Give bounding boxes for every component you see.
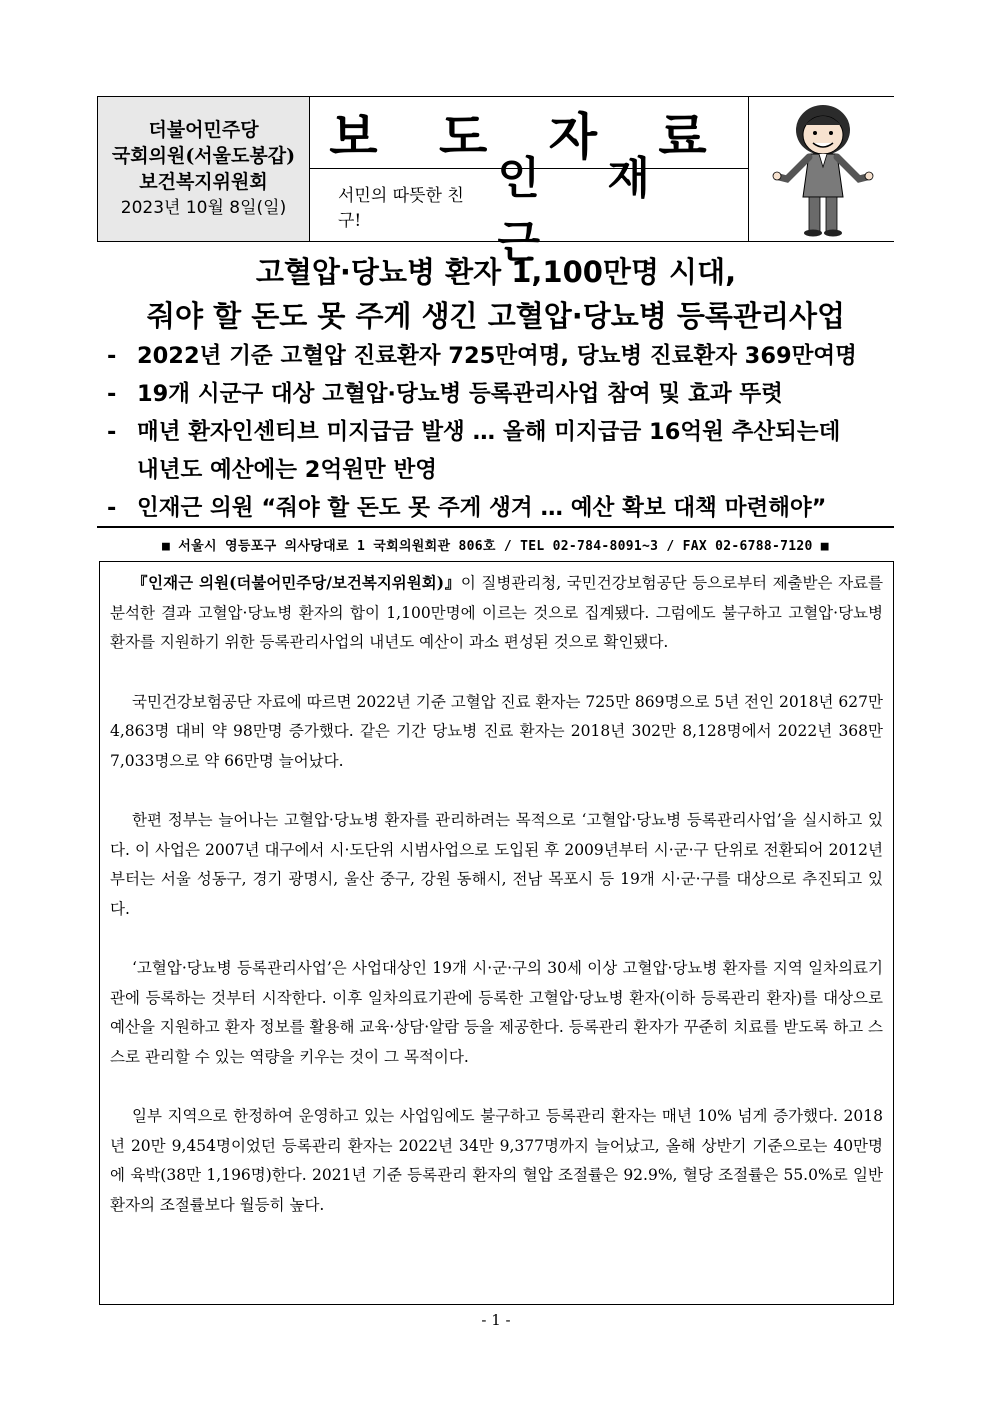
bullet-text: 19개 시군구 대상 고혈압·당뇨병 등록관리사업 참여 및 효과 뚜렷 [137,381,783,407]
bullet-text: 2022년 기준 고혈압 진료환자 725만여명, 당뇨병 진료환자 369만여명 [137,343,857,369]
lawmaker-caricature [748,97,895,241]
office-info [98,97,310,241]
headline-line-1: 고혈압·당뇨병 환자 1,100만명 시대, [255,255,737,289]
release-date: 2023년 10월 8일(일) [120,198,287,218]
bullet-dash: - [107,495,117,521]
body-paragraph [110,568,883,658]
body-paragraph: 국민건강보험공단 자료에 따르면 2022년 기준 고혈압 진료 환자는 725만 869명으로 5년 전인 2018년 627만 4,863명 대비 약 98만명 증가했다. 같은 기간 당뇨병 진료 환자는 2018년 302만 8,128명에서 2022년 368만 7,033명으로 약 66만명 늘어났다. [110,692,883,770]
press-body [99,561,894,1305]
doc-type-title: 보 도 자 료 [329,107,729,166]
bullet-continuation: 내년도 예산에는 2억원만 반영 [137,457,437,483]
divider [97,526,894,528]
office-name: 국회의원(서울도봉갑) [111,145,296,167]
bullet-text: 매년 환자인센티브 미지급금 발생 … 올해 미지급금 16억원 추산되는데 [137,419,841,445]
bullet-dash: - [107,419,117,445]
bullet-dash: - [107,381,117,407]
body-paragraph: ‘고혈압·당뇨병 등록관리사업’은 사업대상인 19개 시·군·구의 30세 이상 고혈압·당뇨병 환자를 지역 일차의료기관에 등록하는 것부터 시작한다. 이후 일차의료기관에 등록한 고혈압·당뇨병 환자(이하 등록관리 환자)를 대상으로 예산을 지원하고 환자 정보를 활용해 교육·상담·알람 등을 제공한다. 등록관리 환자가 꾸준히 치료를 받도록 하고 스스로 관리할 수 있는 역량을 키우는 것이 그 목적이다. [110,959,883,1066]
caricature-image [749,97,894,240]
committee-name: 보건복지위원회 [139,171,268,193]
headline-line-2: 줘야 할 돈도 못 주게 생긴 고혈압·당뇨병 등록관리사업 [147,299,845,333]
press-release-header [97,96,894,268]
paragraph-text: 이 질병관리청, 국민건강보험공단 등으로부터 제출받은 자료를 분석한 결과 고혈압·당뇨병 환자의 합이 1,100만명에 이르는 것으로 집계됐다. 그럼에도 불구하고 고혈압·당뇨병 환자를 지원하기 위한 등록관리사업의 내년도 예산이 과소 편성된 것으로 확인됐다. [110,574,883,651]
summary-bullet [107,489,897,527]
lawmaker-name: 인 재 근 [497,153,676,268]
page-number: - 1 - [481,1311,511,1329]
bullet-text: 인재근 의원 “줘야 할 돈도 못 주게 생겨 … 예산 확보 대책 마련해야” [137,495,827,521]
lawmaker-reference: 『인재근 의원(더불어민주당/보건복지위원회)』 [132,573,461,592]
slogan: 서민의 따뜻한 친구! [338,186,464,231]
body-paragraph: 일부 지역으로 한정하여 운영하고 있는 사업임에도 불구하고 등록관리 환자는 매년 10% 넘게 증가했다. 2018년 20만 9,454명이었던 등록관리 환자는 2022년 34만 9,377명까지 늘어났고, 올해 상반기 기준으로는 40만명에 육박(38만 1,196명)한다. 2021년 기준 등록관리 환자의 혈압 조절률은 92.9%, 혈당 조절률은 55.0%로 일반 환자의 조절률보다 월등히 높다. [110,1107,883,1214]
contact-address: ■ 서울시 영등포구 의사당대로 1 국회의원회관 806호 / TEL 02-784-8091~3 / FAX 02-6788-7120 ■ [162,539,829,554]
party-name: 더불어민주당 [148,119,259,141]
summary-bullet [107,413,897,451]
summary-bullets [107,337,897,527]
summary-bullet [107,337,897,375]
summary-bullet [107,375,897,413]
bullet-dash: - [107,343,117,369]
body-paragraph: 한편 정부는 늘어나는 고혈압·당뇨병 환자를 관리하려는 목적으로 ‘고혈압·당뇨병 등록관리사업’을 실시하고 있다. 이 사업은 2007년 대구에서 시·도단위 시범사업으로 도입된 후 2009년부터 시·군·구 단위로 전환되어 2012년부터는 서울 성동구, 경기 광명시, 울산 중구, 강원 동해시, 전남 목포시 등 19개 시·군·구를 대상으로 추진되고 있다. [110,811,883,918]
lawmaker-cell [310,153,748,268]
